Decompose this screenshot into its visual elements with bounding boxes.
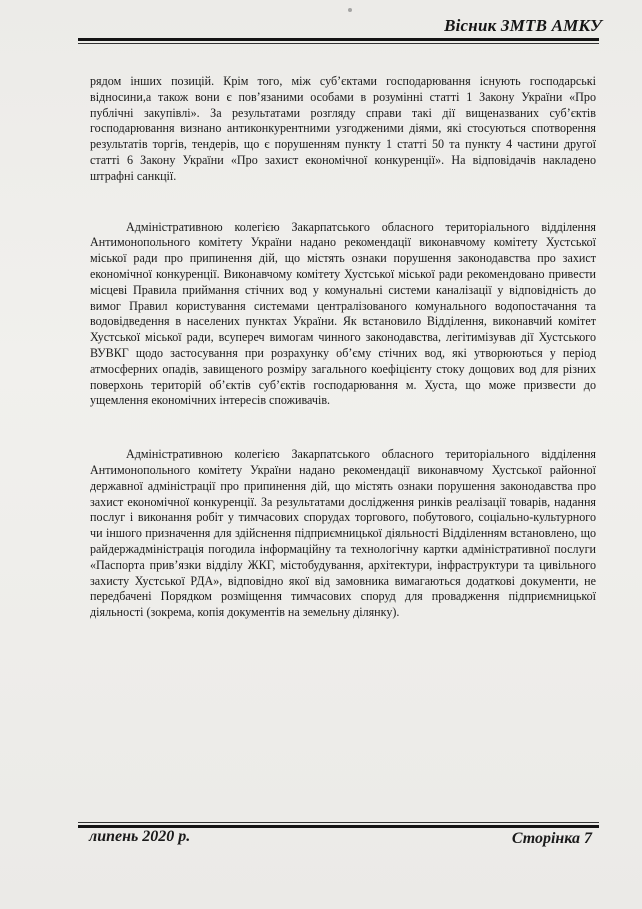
paragraph-continuation: рядом інших позицій. Крім того, між суб’єктами господарювання існують господарські відносини,а також вони є пов’язаними особами в розумінні статті 1 Закону України «Про публічні закупівлі». За результатами розгляду справи такі дії вищеназваних суб’єктів господарювання визнано антиконкурентними узгодженими діями, які стосуються спотворення результатів торгів, тендерів, що є порушенням пункту 1 статті 50 та пункту 4 частини другої статті 6 Закону України «Про захист економічної конкуренції». На відповідачів накладено штрафні санкції. <box>90 74 596 183</box>
footer-rule-thin <box>78 822 599 823</box>
article-body <box>90 74 596 621</box>
journal-title: Вісник ЗМТВ АМКУ <box>444 16 602 35</box>
header-rule-thin <box>78 43 599 44</box>
scan-speck <box>348 8 352 12</box>
page-number: Сторінка 7 <box>511 830 592 847</box>
header-rule-thick <box>78 38 599 41</box>
issue-date: липень 2020 р. <box>89 828 191 845</box>
paragraph-khust-city-council: Адміністративною колегією Закарпатського обласного територіального відділення Антимонопольного комітету України надано рекомендації виконавчому комітету Хустської міської ради про припинення дій, що містять ознаки порушення законодавства про захист економічної конкуренції. Виконавчому комітету Хустської міської ради рекомендовано привести місцеві Правила приймання стічних вод у комунальні системи каналізації у відповідність до вимог Правил користування системами централізованого комунального водопостачання та водовідведення в населених пунктах України. Як встановило Відділення, виконавчий комітет Хустської міської ради, всупереч вимогам чинного законодавства, легітимізував дії Хустського ВУВКГ щодо застосування при розрахунку об’єму стічних вод, які утворюються у період атмосферних опадів, завищеного розміру загального коефіцієнту стоку дощових вод для різних поверхонь територій об’єктів суб’єктів господарювання м. Хуста, що може призвести до ущемлення економічних інтересів споживачів. <box>90 219 596 408</box>
paragraph-khust-district-administration: Адміністративною колегією Закарпатського обласного територіального відділення Антимонопольного комітету України надано рекомендації виконавчому Хустської районної державної адміністрації про припинення дій, що містять ознаки порушення законодавства про захист економічної конкуренції. За результатами дослідження ринків реалізації товарів, надання послуг і виконання робіт у тимчасових спорудах торгового, побутового, соціально-культурного чи іншого призначення для здійснення підприємницької діяльності Відділенням встановлено, що райдержадміністрація погодила інформаційну та технологічну картки адміністративної послуги «Паспорта прив’язки відділу ЖКГ, містобудування, архітектури, інфраструктури та цивільного захисту Хустської РДА», відповідно якої від замовника вимагаються додаткові документи, не передбачені Порядком розміщення тимчасових споруд для провадження підприємницької діяльності (зокрема, копія документів на земельну ділянку). <box>90 447 596 620</box>
